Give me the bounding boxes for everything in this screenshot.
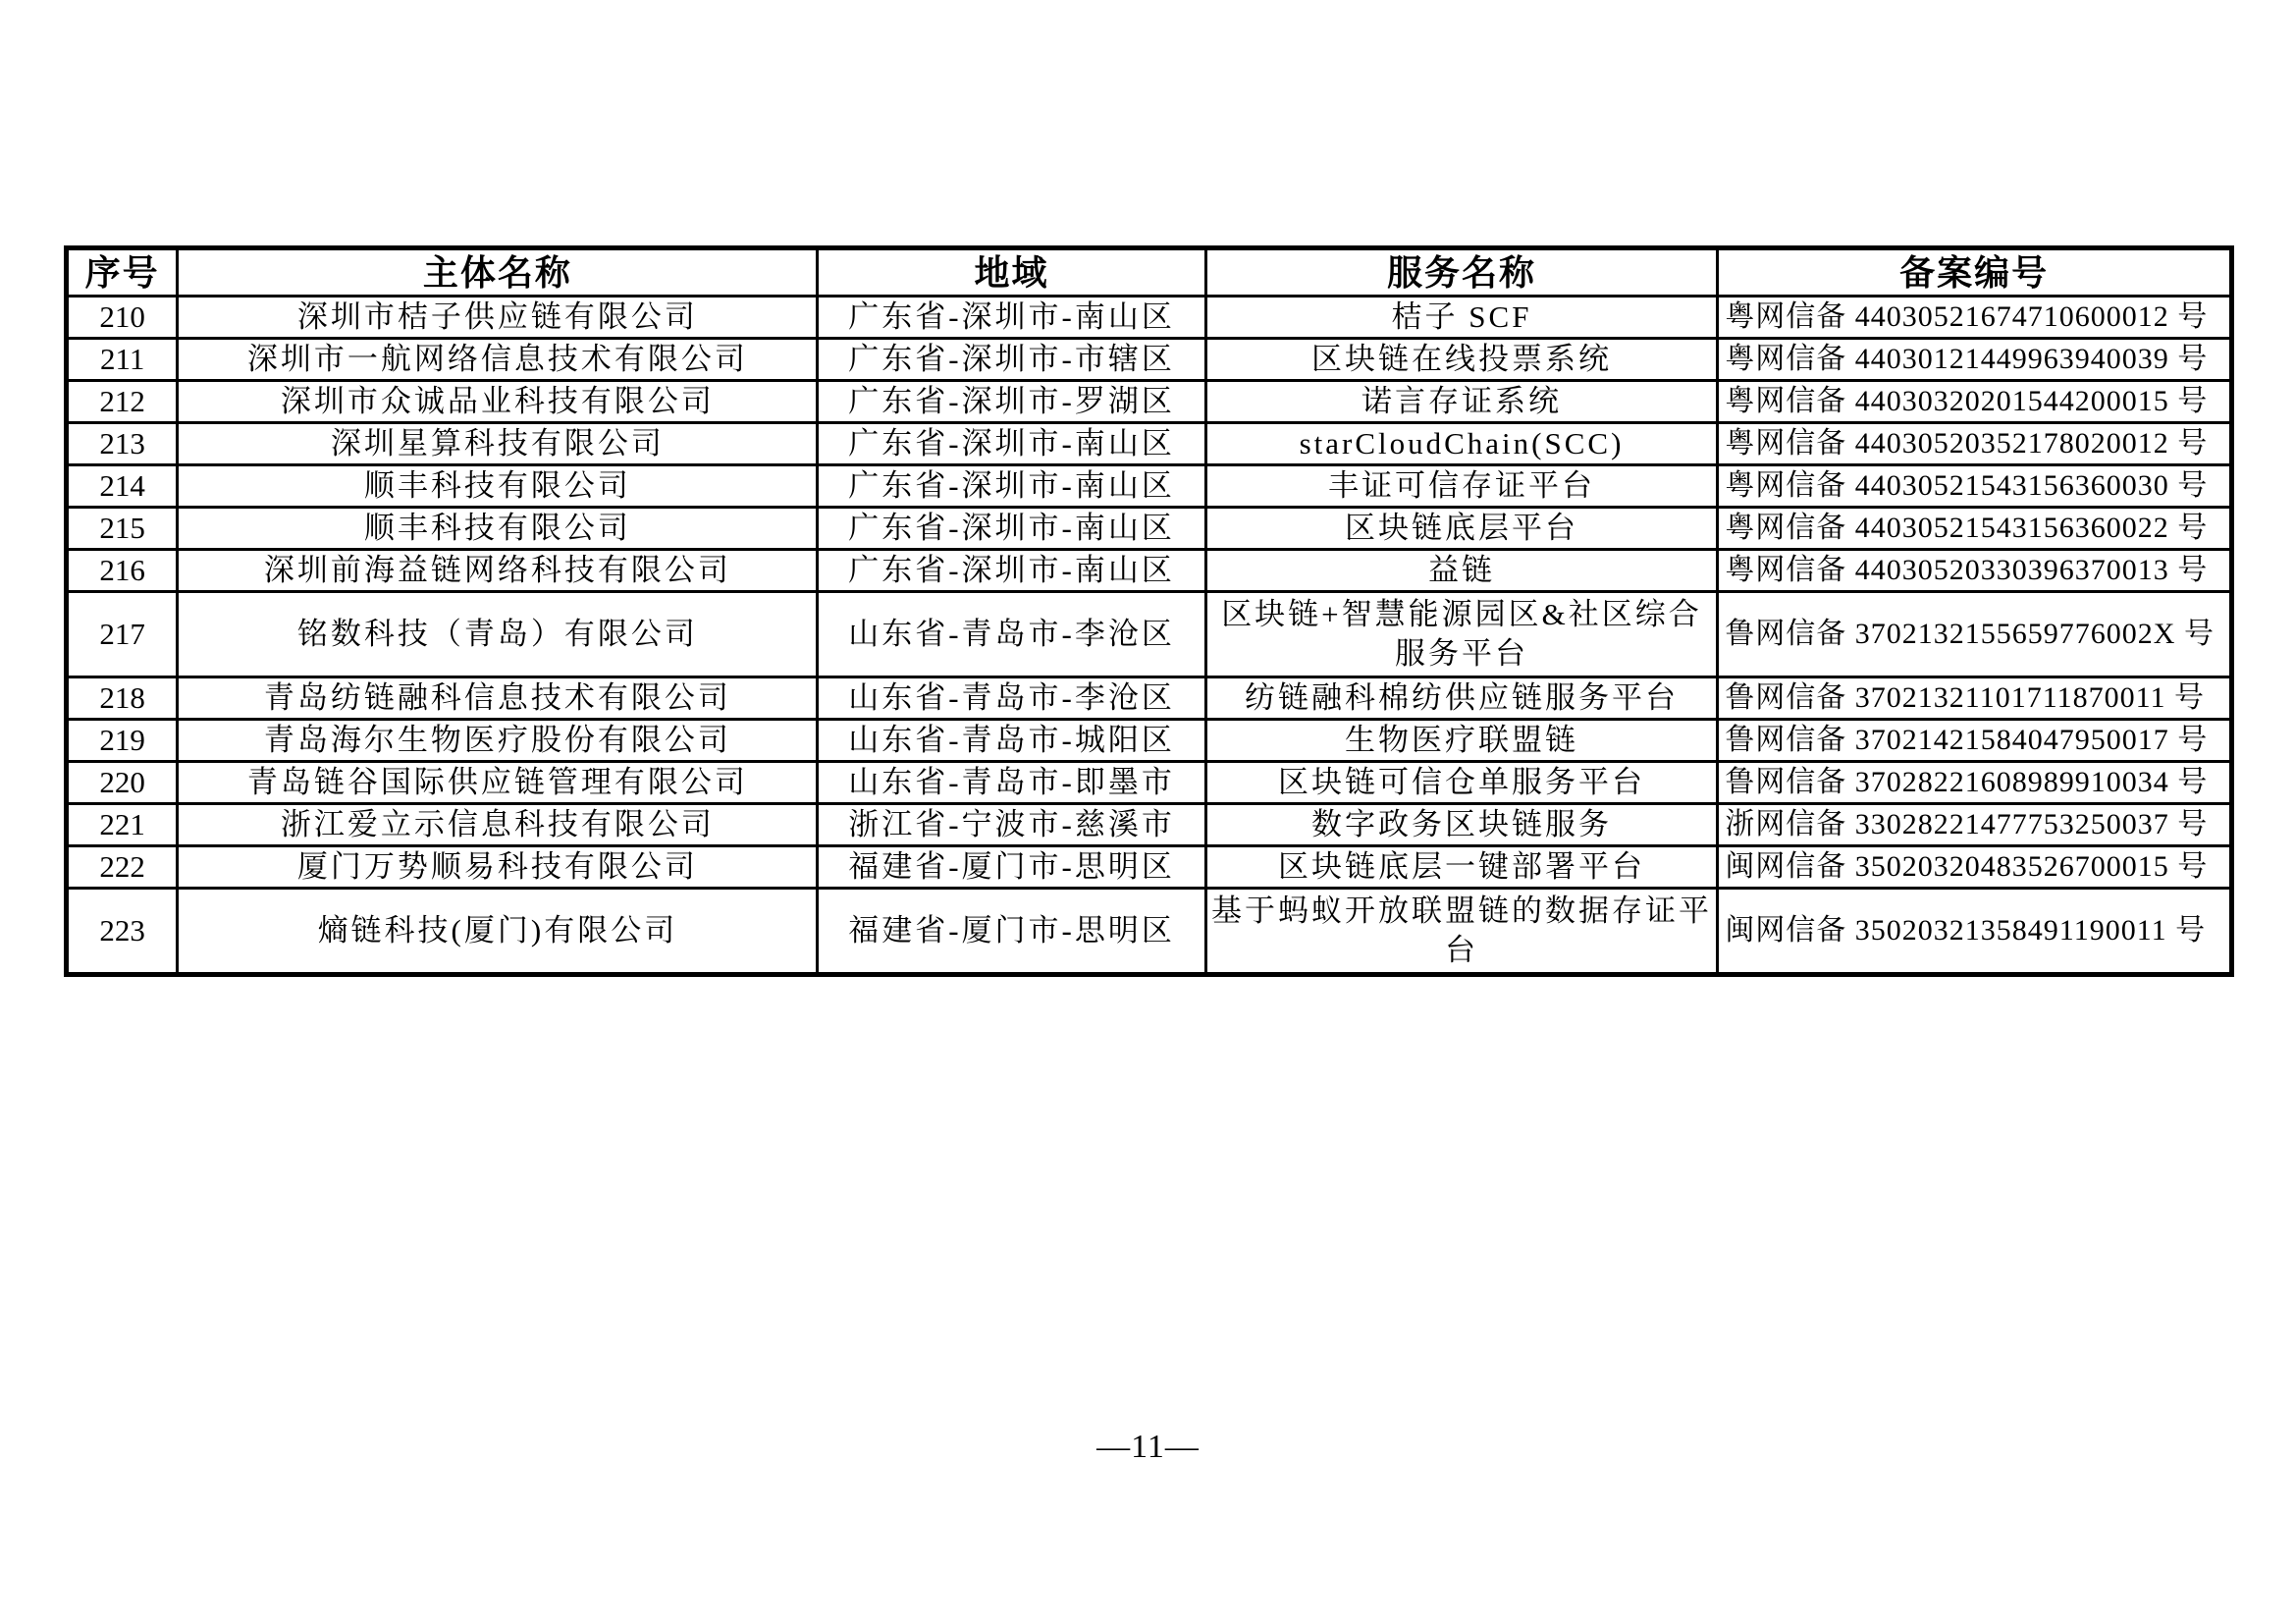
cell-no: 210	[67, 297, 178, 339]
cell-no: 218	[67, 677, 178, 720]
cell-service: starCloudChain(SCC)	[1205, 423, 1718, 465]
cell-name: 青岛纺链融科信息技术有限公司	[178, 677, 818, 720]
cell-name: 熵链科技(厦门)有限公司	[178, 889, 818, 975]
cell-name: 铭数科技（青岛）有限公司	[178, 592, 818, 677]
cell-no: 221	[67, 804, 178, 846]
cell-region: 山东省-青岛市-李沧区	[818, 592, 1205, 677]
header-region: 地域	[818, 248, 1205, 297]
header-service: 服务名称	[1205, 248, 1718, 297]
table-row	[67, 804, 2232, 846]
cell-record: 粤网信备 44030520330396370013 号	[1718, 550, 2232, 592]
cell-no: 219	[67, 720, 178, 762]
cell-record: 粤网信备 44030521674710600012 号	[1718, 297, 2232, 339]
cell-service: 纺链融科棉纺供应链服务平台	[1205, 677, 1718, 720]
cell-region: 浙江省-宁波市-慈溪市	[818, 804, 1205, 846]
cell-name: 深圳市众诚品业科技有限公司	[178, 381, 818, 423]
cell-record: 粤网信备 44030121449963940039 号	[1718, 339, 2232, 381]
header-name: 主体名称	[178, 248, 818, 297]
table-row	[67, 592, 2232, 677]
cell-region: 广东省-深圳市-南山区	[818, 508, 1205, 550]
cell-region: 广东省-深圳市-市辖区	[818, 339, 1205, 381]
table-header-row	[67, 248, 2232, 297]
table-row	[67, 550, 2232, 592]
cell-record: 闽网信备 35020320483526700015 号	[1718, 846, 2232, 889]
table-body	[67, 297, 2232, 975]
cell-record: 粤网信备 44030521543156360030 号	[1718, 465, 2232, 508]
cell-service: 区块链在线投票系统	[1205, 339, 1718, 381]
table-row	[67, 423, 2232, 465]
cell-service: 数字政务区块链服务	[1205, 804, 1718, 846]
cell-region: 广东省-深圳市-南山区	[818, 297, 1205, 339]
table-row	[67, 508, 2232, 550]
cell-service: 基于蚂蚁开放联盟链的数据存证平台	[1205, 889, 1718, 975]
cell-name: 深圳市桔子供应链有限公司	[178, 297, 818, 339]
cell-record: 鲁网信备 37021321101711870011 号	[1718, 677, 2232, 720]
cell-no: 222	[67, 846, 178, 889]
cell-service: 区块链可信仓单服务平台	[1205, 762, 1718, 804]
table-row	[67, 720, 2232, 762]
cell-no: 217	[67, 592, 178, 677]
cell-record: 鲁网信备 37021421584047950017 号	[1718, 720, 2232, 762]
cell-service: 生物医疗联盟链	[1205, 720, 1718, 762]
header-no: 序号	[67, 248, 178, 297]
cell-name: 青岛海尔生物医疗股份有限公司	[178, 720, 818, 762]
cell-no: 223	[67, 889, 178, 975]
table-row	[67, 846, 2232, 889]
cell-no: 213	[67, 423, 178, 465]
cell-service: 益链	[1205, 550, 1718, 592]
cell-service: 诺言存证系统	[1205, 381, 1718, 423]
table-row	[67, 339, 2232, 381]
cell-no: 215	[67, 508, 178, 550]
cell-region: 山东省-青岛市-李沧区	[818, 677, 1205, 720]
cell-name: 顺丰科技有限公司	[178, 465, 818, 508]
cell-name: 深圳星算科技有限公司	[178, 423, 818, 465]
cell-no: 220	[67, 762, 178, 804]
cell-record: 闽网信备 35020321358491190011 号	[1718, 889, 2232, 975]
table-row	[67, 465, 2232, 508]
table-row	[67, 762, 2232, 804]
cell-no: 216	[67, 550, 178, 592]
cell-record: 粤网信备 44030521543156360022 号	[1718, 508, 2232, 550]
cell-region: 广东省-深圳市-罗湖区	[818, 381, 1205, 423]
cell-region: 广东省-深圳市-南山区	[818, 423, 1205, 465]
cell-service: 区块链底层一键部署平台	[1205, 846, 1718, 889]
cell-record: 浙网信备 33028221477753250037 号	[1718, 804, 2232, 846]
cell-region: 山东省-青岛市-城阳区	[818, 720, 1205, 762]
cell-service: 丰证可信存证平台	[1205, 465, 1718, 508]
header-record: 备案编号	[1718, 248, 2232, 297]
table-row	[67, 677, 2232, 720]
cell-service: 区块链+智慧能源园区&社区综合服务平台	[1205, 592, 1718, 677]
cell-region: 福建省-厦门市-思明区	[818, 889, 1205, 975]
table-row	[67, 381, 2232, 423]
cell-no: 212	[67, 381, 178, 423]
cell-record: 粤网信备 44030320201544200015 号	[1718, 381, 2232, 423]
cell-service: 区块链底层平台	[1205, 508, 1718, 550]
cell-service: 桔子 SCF	[1205, 297, 1718, 339]
cell-region: 福建省-厦门市-思明区	[818, 846, 1205, 889]
cell-region: 广东省-深圳市-南山区	[818, 465, 1205, 508]
page-number: —11—	[1096, 1429, 1200, 1465]
cell-record: 鲁网信备 37028221608989910034 号	[1718, 762, 2232, 804]
cell-name: 厦门万势顺易科技有限公司	[178, 846, 818, 889]
cell-name: 深圳前海益链网络科技有限公司	[178, 550, 818, 592]
cell-name: 青岛链谷国际供应链管理有限公司	[178, 762, 818, 804]
cell-region: 山东省-青岛市-即墨市	[818, 762, 1205, 804]
cell-no: 214	[67, 465, 178, 508]
cell-record: 鲁网信备 3702132155659776002X 号	[1718, 592, 2232, 677]
cell-name: 顺丰科技有限公司	[178, 508, 818, 550]
cell-region: 广东省-深圳市-南山区	[818, 550, 1205, 592]
cell-record: 粤网信备 44030520352178020012 号	[1718, 423, 2232, 465]
table-row	[67, 297, 2232, 339]
registration-table	[64, 245, 2234, 977]
cell-no: 211	[67, 339, 178, 381]
cell-name: 深圳市一航网络信息技术有限公司	[178, 339, 818, 381]
table-row	[67, 889, 2232, 975]
cell-name: 浙江爱立示信息科技有限公司	[178, 804, 818, 846]
